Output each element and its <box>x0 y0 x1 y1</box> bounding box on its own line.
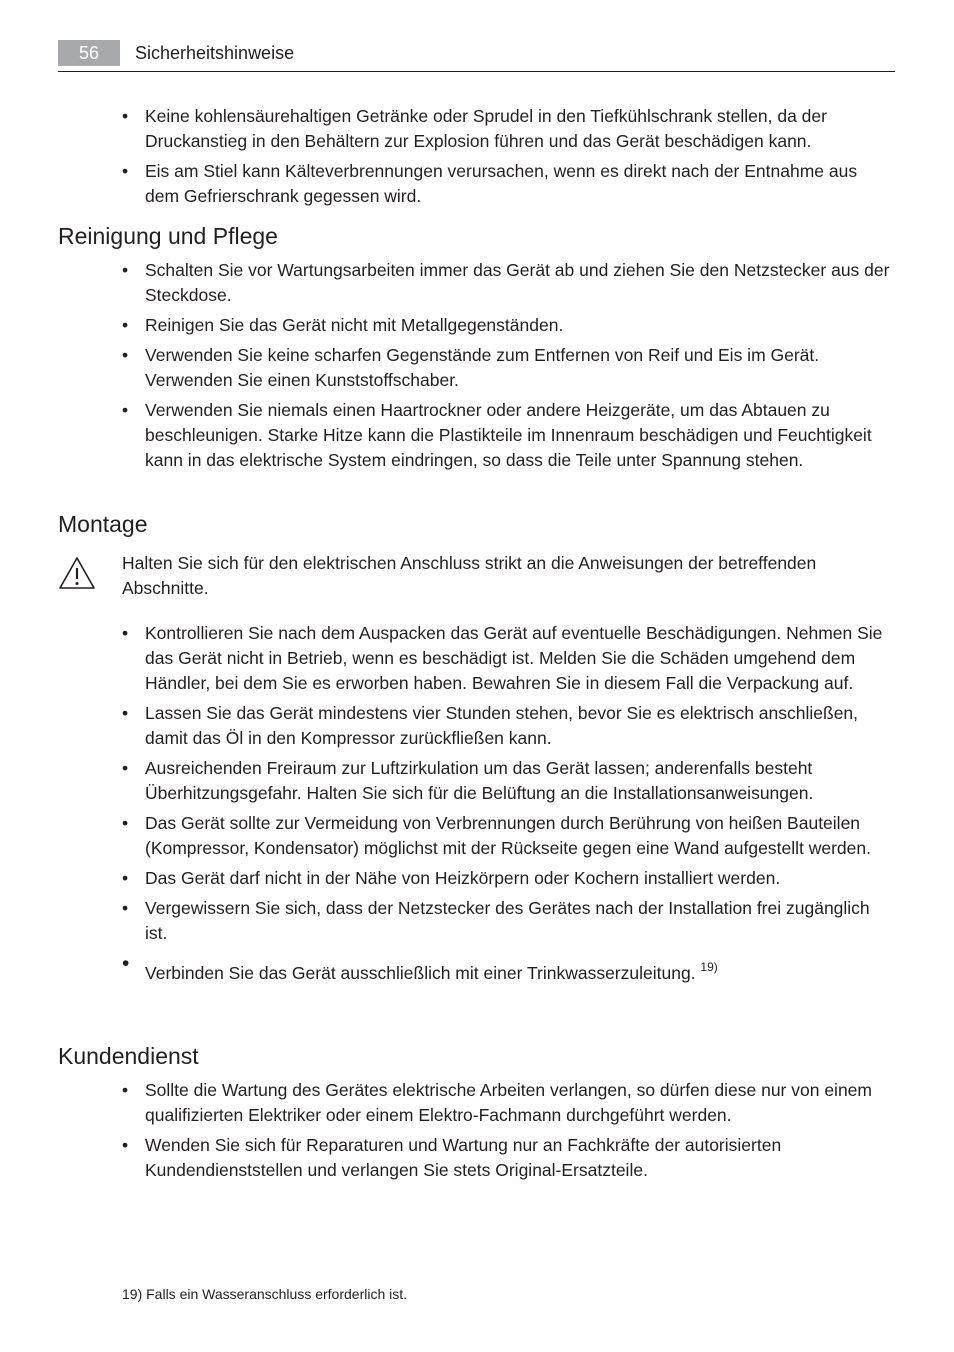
running-section-title: Sicherheitshinweise <box>135 43 295 63</box>
list-item: • Verwenden Sie niemals einen Haartrockner oder andere Heizgeräte, um das Abtauen zu beschleunigen. Starke Hitze kann die Plastikteile im Innenraum beschädigen und Feuchtigkeit kann in das elektrische System eindringen, so dass die Teile unter Spannung stehen. <box>122 400 872 470</box>
footnote: 19) Falls ein Wasseranschluss erforderlich ist. <box>122 1286 408 1302</box>
intro-list <box>58 104 894 214</box>
list-item: • Lassen Sie das Gerät mindestens vier Stunden stehen, bevor Sie es elektrisch anschließen, damit das Öl in den Kompressor zurückfließen kann. <box>122 703 859 748</box>
heading-kundendienst: Kundendienst <box>58 1043 199 1069</box>
reinigung-list <box>58 258 894 478</box>
page-header <box>58 38 895 72</box>
list-item: • Keine kohlensäurehaltigen Getränke oder Sprudel in den Tiefkühlschrank stellen, da der Druckanstieg in den Behältern zur Explosion führen und das Gerät beschädigen kann. <box>122 106 827 151</box>
list-item: • Sollte die Wartung des Gerätes elektrische Arbeiten verlangen, so dürfen diese nur von einem qualifizierten Elektriker oder einem Elektro-Fachmann durchgeführt werden. <box>122 1080 872 1125</box>
heading-montage: Montage <box>58 511 148 537</box>
list-item: • Ausreichenden Freiraum zur Luftzirkulation um das Gerät lassen; anderenfalls besteht Überhitzungsgefahr. Halten Sie sich für die Belüftung an die Installationsanweisungen. <box>122 758 814 803</box>
list-item: • Das Gerät sollte zur Vermeidung von Verbrennungen durch Berührung von heißen Bauteilen (Kompressor, Kondensator) möglichst mit der Rückseite gegen eine Wand aufgestellt werden. <box>122 813 871 858</box>
page-number: 56 <box>58 40 120 66</box>
warning-triangle-icon <box>58 556 96 590</box>
list-item: • Kontrollieren Sie nach dem Auspacken das Gerät auf eventuelle Beschädigungen. Nehmen Sie das Gerät nicht in Betrieb, wenn es beschädigt ist. Melden Sie die Schäden umgehend dem Händler, bei dem Sie es erworben haben. Bewahren Sie in diesem Fall die Verpackung auf. <box>122 623 883 693</box>
warning-text: Halten Sie sich für den elektrischen Anschluss strikt an die Anweisungen der betreffenden Abschnitte. <box>122 553 817 598</box>
list-item: • Verwenden Sie keine scharfen Gegenstände zum Entfernen von Reif und Eis im Gerät. Verwenden Sie einen Kunststoffschaber. <box>122 345 820 390</box>
montage-list <box>58 621 894 991</box>
list-item: • Wenden Sie sich für Reparaturen und Wartung nur an Fachkräfte der autorisierten Kundendienststellen und verlangen Sie stets Original-Ersatzteile. <box>122 1135 782 1180</box>
footnote-ref: 19) <box>700 960 718 974</box>
heading-reinigung: Reinigung und Pflege <box>58 223 278 249</box>
kundendienst-list <box>58 1078 894 1188</box>
list-item: • Das Gerät darf nicht in der Nähe von Heizkörpern oder Kochern installiert werden. <box>122 868 781 888</box>
list-item: • Vergewissern Sie sich, dass der Netzstecker des Gerätes nach der Installation frei zugänglich ist. <box>122 898 870 943</box>
list-item: • Schalten Sie vor Wartungsarbeiten immer das Gerät ab und ziehen Sie den Netzstecker aus der Steckdose. <box>122 260 890 305</box>
list-item: • Reinigen Sie das Gerät nicht mit Metallgegenständen. <box>122 315 564 335</box>
list-item: • Eis am Stiel kann Kälteverbrennungen verursachen, wenn es direkt nach der Entnahme aus dem Gefrierschrank gegessen wird. <box>122 161 858 206</box>
list-item: • Verbinden Sie das Gerät ausschließlich mit einer Trinkwasserzuleitung. $^{19)}$ <box>122 952 718 983</box>
